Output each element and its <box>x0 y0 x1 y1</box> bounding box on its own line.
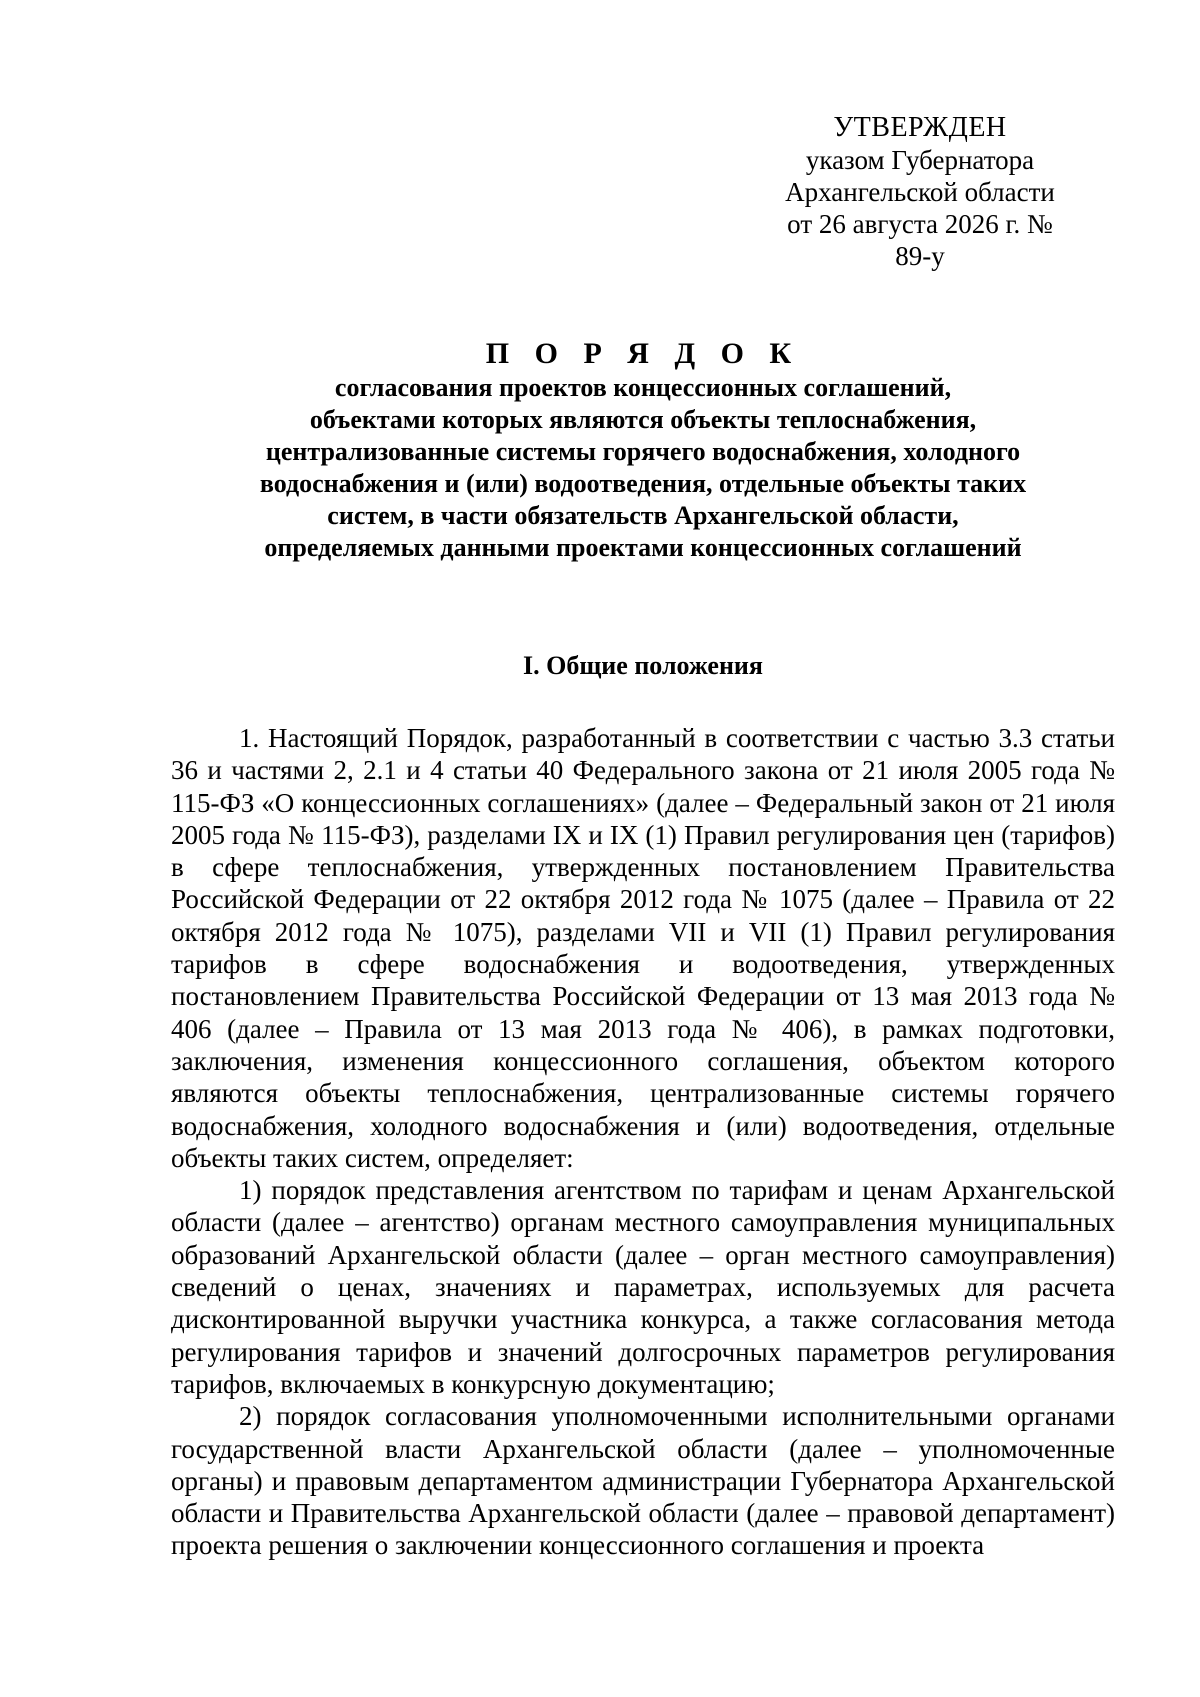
title-subtitle-line: объектами которых являются объекты теплоснабжения, <box>309 405 977 434</box>
list-item-2: 2) порядок согласования уполномоченными исполнительными органами государственной власти Архангельской области (далее – уполномоченные органы) и правовым департаментом администрации Губернатора Архангельской области и Правительства Архангельской области (далее – правовой департамент) проекта решения о заключении концессионного соглашения и проекта <box>171 1401 1115 1561</box>
title-subtitle-line: согласования проектов концессионных соглашений, <box>334 373 952 402</box>
paragraph-1: 1. Настоящий Порядок, разработанный в соответствии с частью 3.3 статьи 36 и частями 2, 2.1 и 4 статьи 40 Федерального закона от 21 июля 2005 года № 115-ФЗ «О концессионных соглашениях» (далее – Федеральный закон от 21 июля 2005 года № 115-ФЗ), разделами IX и IX (1) Правил регулирования цен (тарифов) в сфере теплоснабжения, утвержденных постановлением Правительства Российской Федерации от 22 октября 2012 года № 1075 (далее – Правила от 22 октября 2012 года № 1075), разделами VII и VII (1) Правил регулирования тарифов в сфере водоснабжения и водоотведения, утвержденных постановлением Правительства Российской Федерации от 13 мая 2013 года № 406 (далее – Правила от 13 мая 2013 года № 406), в рамках подготовки, заключения, изменения концессионного соглашения, объектом которого являются объекты теплоснабжения, централизованные системы горячего водоснабжения, холодного водоснабжения и (или) водоотведения, отдельные объекты таких систем, определяет: <box>171 723 1115 1173</box>
title-heading: П О Р Я Д О К <box>485 337 801 370</box>
approval-date-number: от 26 августа 2026 г. № 89-у <box>787 209 1053 271</box>
approval-stamp-block <box>770 112 1070 272</box>
title-subtitle-line: водоснабжения и (или) водоотведения, отдельные объекты таких <box>259 469 1027 498</box>
document-title <box>168 336 1118 564</box>
approval-authority: указом Губернатора <box>805 145 1035 175</box>
section-heading: I. Общие положения <box>523 651 763 680</box>
title-subtitle-line: систем, в части обязательств Архангельской области, <box>327 501 959 530</box>
approval-region: Архангельской области <box>785 177 1055 207</box>
title-subtitle-line: централизованные системы горячего водоснабжения, холодного <box>265 437 1021 466</box>
list-item-1: 1) порядок представления агентством по тарифам и ценам Архангельской области (далее – агентство) органам местного самоуправления муниципальных образований Архангельской области (далее – орган местного самоуправления) сведений о ценах, значениях и параметрах, используемых для расчета дисконтированной выручки участника конкурса, а также согласования метода регулирования тарифов и значений долгосрочных параметров регулирования тарифов, включаемых в конкурсную документацию; <box>171 1175 1115 1399</box>
document-body <box>171 722 1115 1562</box>
title-subtitle-line: определяемых данными проектами концессионных соглашений <box>264 533 1022 562</box>
approval-status: УТВЕРЖДЕН <box>833 112 1007 143</box>
